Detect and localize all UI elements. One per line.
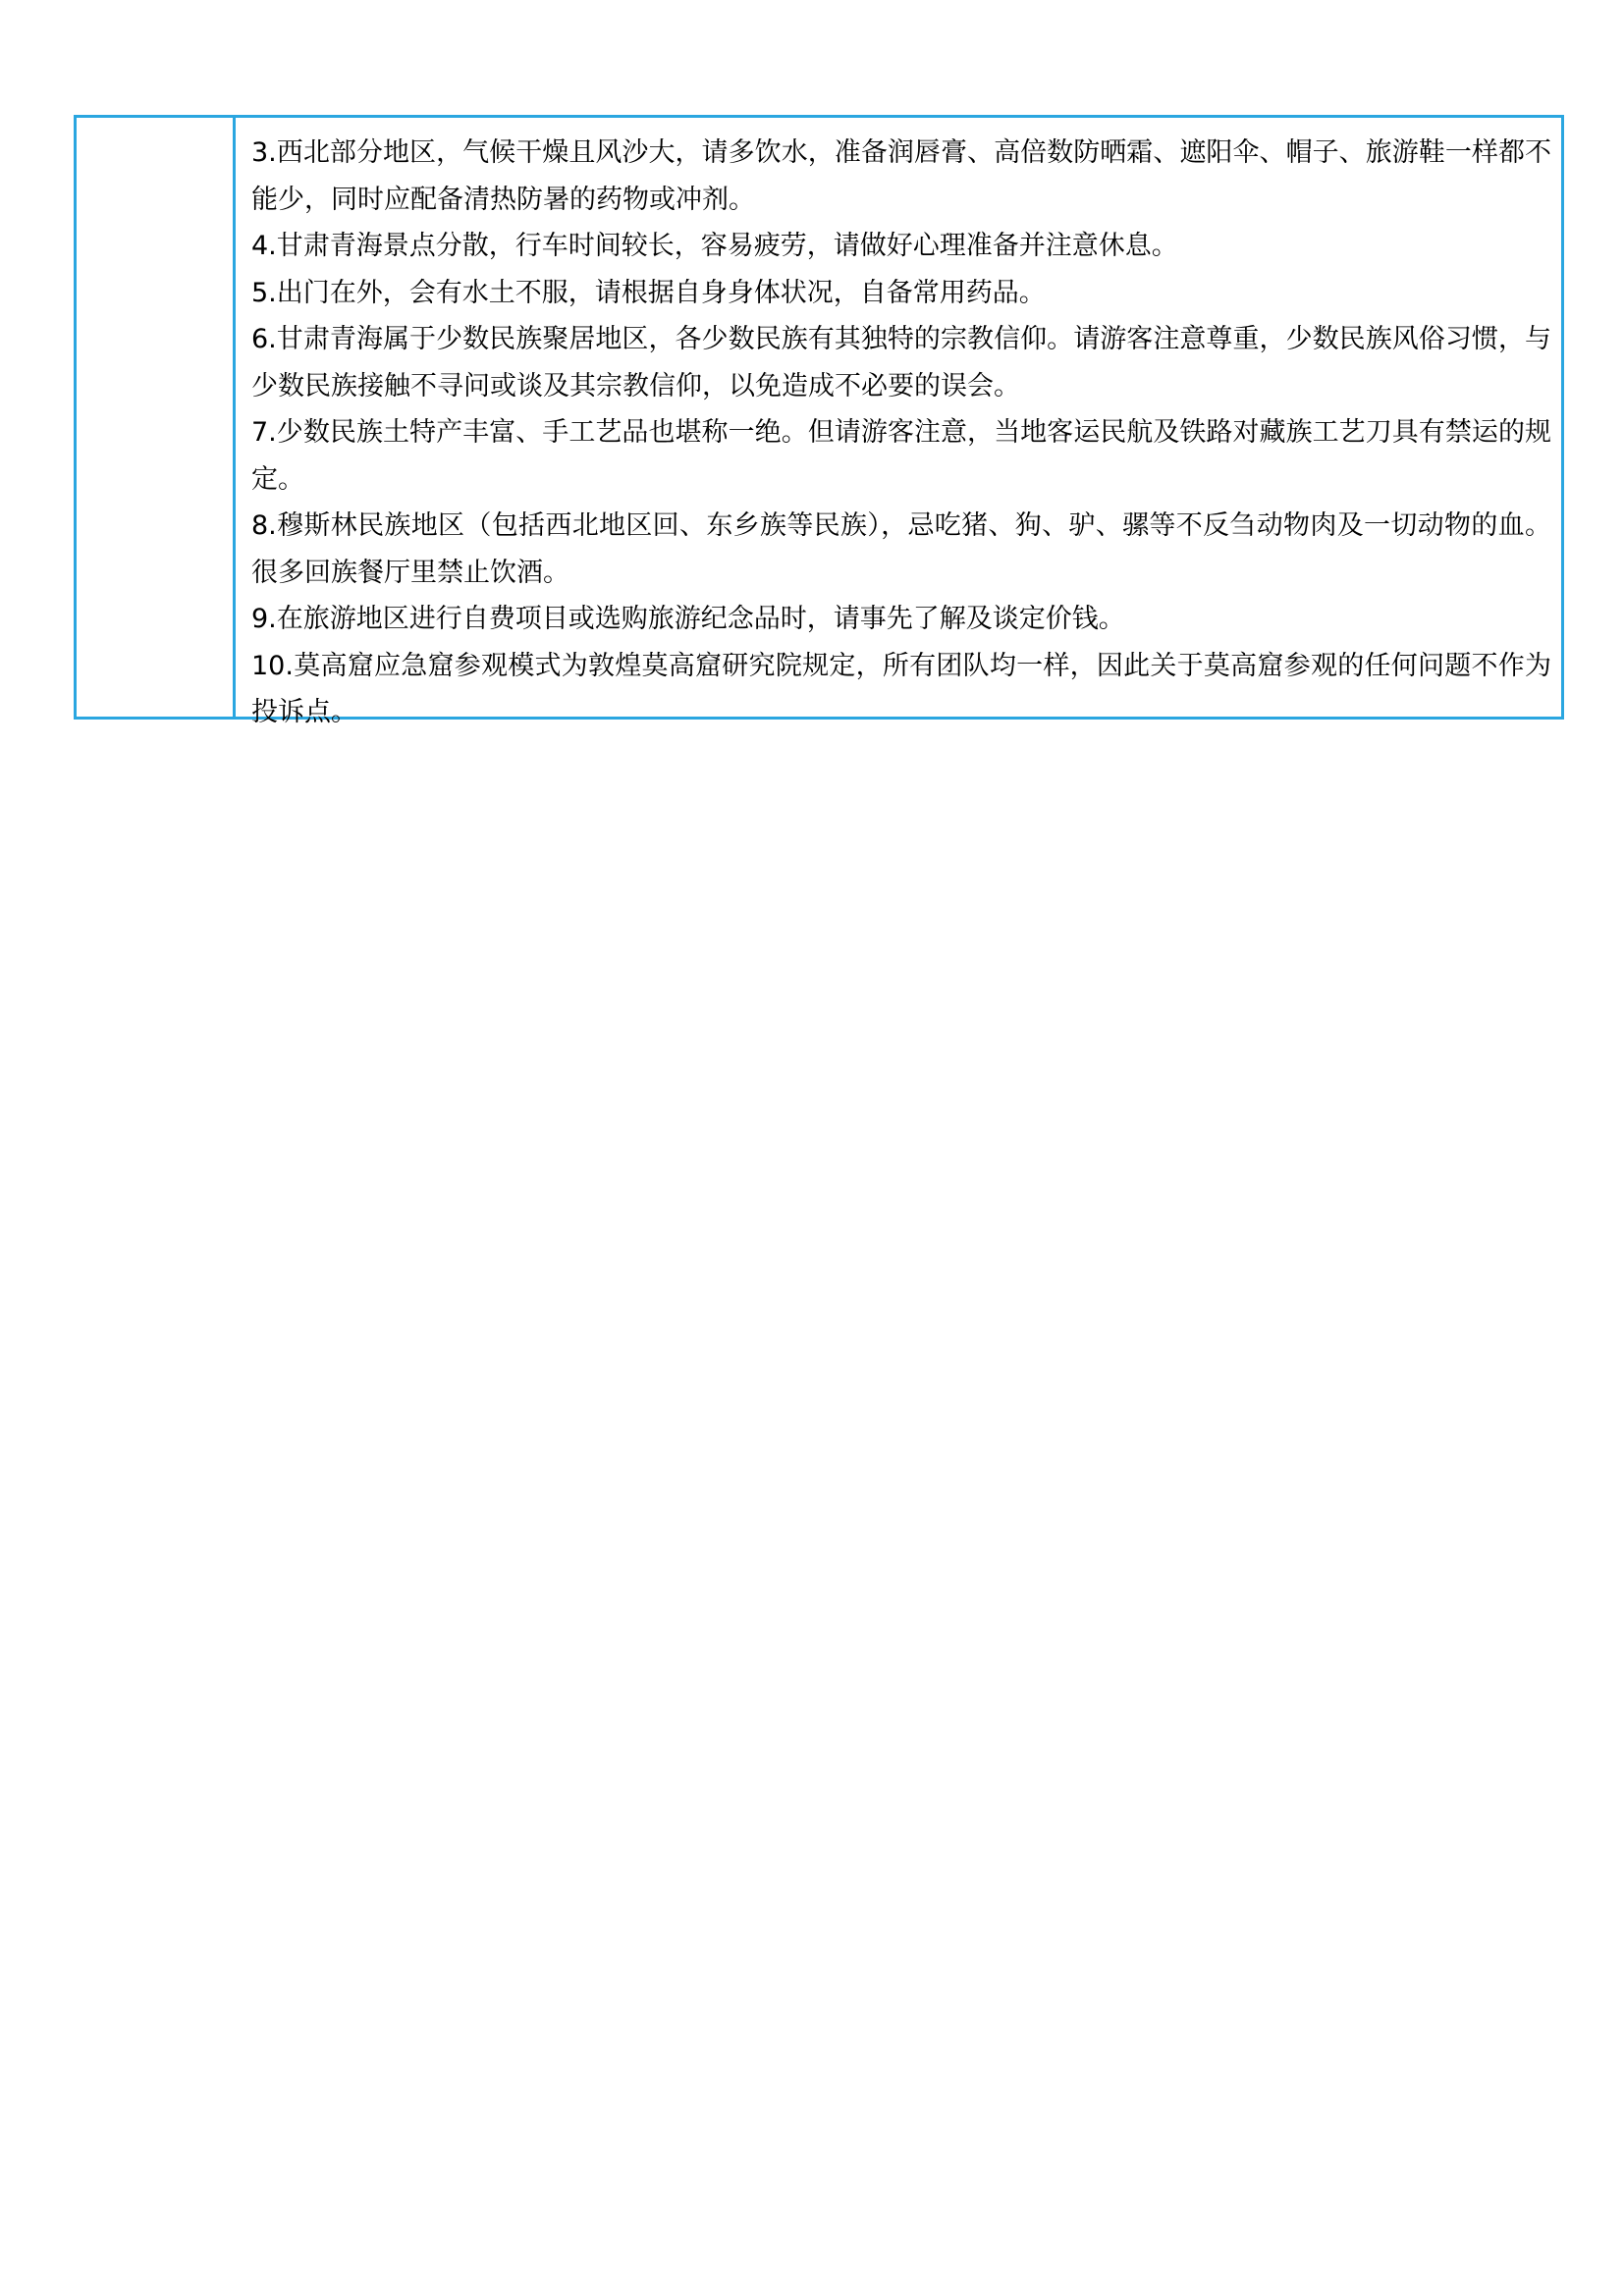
note-item: 6.甘肃青海属于少数民族聚居地区，各少数民族有其独特的宗教信仰。请游客注意尊重，少数民族风俗习惯，与少数民族接触不寻问或谈及其宗教信仰，以免造成不必要的误会。 bbox=[251, 324, 1551, 401]
note-item: 8.穆斯林民族地区（包括西北地区回、东乡族等民族），忌吃猪、狗、驴、骡等不反刍动物肉及一切动物的血。很多回族餐厅里禁止饮酒。 bbox=[251, 510, 1551, 588]
note-item: 3.西北部分地区，气候干燥且风沙大，请多饮水，准备润唇膏、高倍数防晒霜、遮阳伞、帽子、旅游鞋一样都不能少，同时应配备清热防暑的药物或冲剂。 bbox=[251, 137, 1551, 215]
table-content-cell bbox=[236, 118, 1561, 727]
note-item: 10.莫高窟应急窟参观模式为敦煌莫高窟研究院规定，所有团队均一样，因此关于莫高窟参观的任何问题不作为投诉点。 bbox=[251, 650, 1551, 727]
notes-table bbox=[74, 115, 1564, 727]
note-item: 9.在旅游地区进行自费项目或选购旅游纪念品时，请事先了解及谈定价钱。 bbox=[251, 604, 1125, 634]
note-item: 7.少数民族土特产丰富、手工艺品也堪称一绝。但请游客注意，当地客运民航及铁路对藏族工艺刀具有禁运的规定。 bbox=[251, 417, 1551, 495]
table-label-cell bbox=[77, 118, 236, 717]
note-item: 5.出门在外，会有水土不服，请根据自身身体状况，自备常用药品。 bbox=[251, 277, 1046, 308]
note-item: 4.甘肃青海景点分散，行车时间较长，容易疲劳，请做好心理准备并注意休息。 bbox=[251, 231, 1178, 261]
